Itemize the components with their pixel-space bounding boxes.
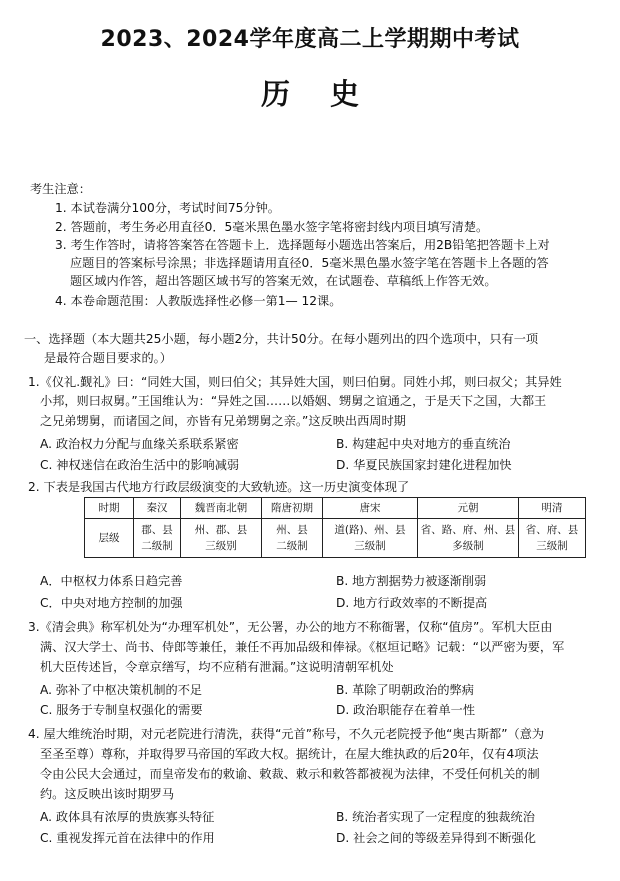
notice-item: 应题目的答案标号涂黑；非选择题请用直径0．5毫米黑色墨水签字笔在答题卡上各题的答 [70,256,549,270]
notice-item: 题区域内作答，超出答题区域书写的答案无效，在试题卷、草稿纸上作答无效。 [70,274,497,288]
table-cell [134,519,181,558]
cell-units: 郡、县 [141,524,173,536]
table-header-cell: 唐宋 [323,498,418,519]
table-cell [323,519,418,558]
notice-heading: 考生注意： [30,182,91,196]
exam-title: 2023、2024学年度高二上学期期中考试 [100,27,520,52]
q3-option-d[interactable]: D. 政治职能存在着单一性 [336,703,476,717]
cell-level: 多级制 [452,540,484,552]
cell-level: 三级别 [205,540,237,552]
table-header-cell: 魏晋南北朝 [181,498,262,519]
table-header-cell: 元朝 [418,498,519,519]
q4-option-a[interactable]: A. 政体具有浓厚的贵族寡头特征 [40,810,215,824]
cell-level: 三级制 [536,540,568,552]
cell-level: 二级制 [141,540,173,552]
q1-stem: 1.《仪礼.觐礼》曰：“同姓大国，则曰伯父；其异姓大国，则曰伯舅。同姓小邦，则曰叔父；其异姓 [28,375,562,389]
notice-item: 2. 答题前，考生务必用直径0．5毫米黑色墨水签字笔将密封线内项目填写清楚。 [55,220,489,234]
q3-option-b[interactable]: B. 革除了明朝政治的弊病 [336,683,474,697]
cell-units: 州、县 [276,524,308,536]
q2-option-d[interactable]: D. 地方行政效率的不断提高 [336,596,488,610]
q4-stem: 约。这反映出该时期罗马 [40,787,175,801]
q1-option-d[interactable]: D. 华夏民族国家封建化进程加快 [336,458,512,472]
q2-option-c[interactable]: C．中央对地方控制的加强 [40,596,183,610]
notice-item: 3. 考生作答时，请将答案答在答题卡上．选择题每小题选出答案后，用2B铅笔把答题卡上对 [55,238,550,252]
q3-stem: 满、汉大学士、尚书、侍郎等兼任，兼任不再加品级和俸禄。《枢垣记略》记载：“以严密为要，军 [40,640,565,654]
cell-level: 二级制 [276,540,308,552]
evolution-table [84,497,586,558]
cell-level: 三级制 [354,540,386,552]
q4-stem: 至圣至尊）尊称，并取得罗马帝国的军政大权。据统计，在屋大维执政的后20年，仅有4项法 [40,747,539,761]
cell-units: 州、郡、县 [194,524,248,536]
q1-stem: 之兄弟甥舅，而诸国之间，亦皆有兄弟甥舅之亲。”这反映出西周时期 [40,414,406,428]
cell-units: 省、路、府、州、县 [420,524,516,536]
table-header-row [85,498,586,519]
q1-option-a[interactable]: A. 政治权力分配与血缘关系联系紧密 [40,437,239,451]
q2-stem: 2. 下表是我国古代地方行政层级演变的大致轨迹。这一历史演变体现了 [28,480,410,494]
cell-units: 省、府、县 [525,524,579,536]
table-header-cell: 时期 [85,498,134,519]
q1-option-b[interactable]: B. 构建起中央对地方的垂直统治 [336,437,511,451]
section-heading-cont: 是最符合题目要求的。） [44,351,172,365]
q3-stem: 机大臣传述旨，令章京缮写，均不应稍有泄漏。”这说明清朝军机处 [40,660,394,674]
cell-units: 道(路)、州、县 [334,524,406,536]
notice-item: 1. 本试卷满分100分，考试时间75分钟。 [55,201,280,215]
q4-option-c[interactable]: C. 重视发挥元首在法律中的作用 [40,831,215,845]
q1-stem: 小邦，则曰叔舅。”王国维认为：“异姓之国……以婚姻、甥舅之谊通之，于是天下之国，大都王 [40,394,547,408]
q3-stem: 3.《清会典》称军机处为“办理军机处”，无公署，办公的地方不称衙署，仅称“值房”。军机大臣由 [28,620,553,634]
subject-title: 历史 [260,77,399,111]
q2-option-a[interactable]: A．中枢权力体系日趋完善 [40,574,183,588]
q3-option-a[interactable]: A. 弥补了中枢决策机制的不足 [40,683,203,697]
q4-option-b[interactable]: B. 统治者实现了一定程度的独裁统治 [336,810,535,824]
table-cell [519,519,586,558]
table-cell [418,519,519,558]
table-row-label: 层级 [85,519,134,558]
q2-option-b[interactable]: B. 地方割据势力被逐渐削弱 [336,574,487,588]
table-cell [181,519,262,558]
section-heading: 一、选择题（本大题共25小题，每小题2分，共计50分。在每小题列出的四个选项中，只有一项 [24,332,539,346]
table-row [85,519,586,558]
q1-option-c[interactable]: C. 神权迷信在政治生活中的影响减弱 [40,458,240,472]
table-cell [262,519,323,558]
table-header-cell: 秦汉 [134,498,181,519]
notice-item: 4. 本卷命题范围：人教版选择性必修一第1— 12课。 [55,294,342,308]
q3-option-c[interactable]: C. 服务于专制皇权强化的需要 [40,703,203,717]
table-header-cell: 隋唐初期 [262,498,323,519]
q4-option-d[interactable]: D. 社会之间的等级差异得到不断强化 [336,831,536,845]
q4-stem: 4. 屋大维统治时期，对元老院进行清洗，获得“元首”称号，不久元老院授予他“奥古斯都”（意为 [28,727,545,741]
q4-stem: 令由公民大会通过，而皇帝发布的敕谕、敕裁、敕示和敕答都被视为法律，不受任何机关的制 [40,767,540,781]
table-header-cell: 明清 [519,498,586,519]
